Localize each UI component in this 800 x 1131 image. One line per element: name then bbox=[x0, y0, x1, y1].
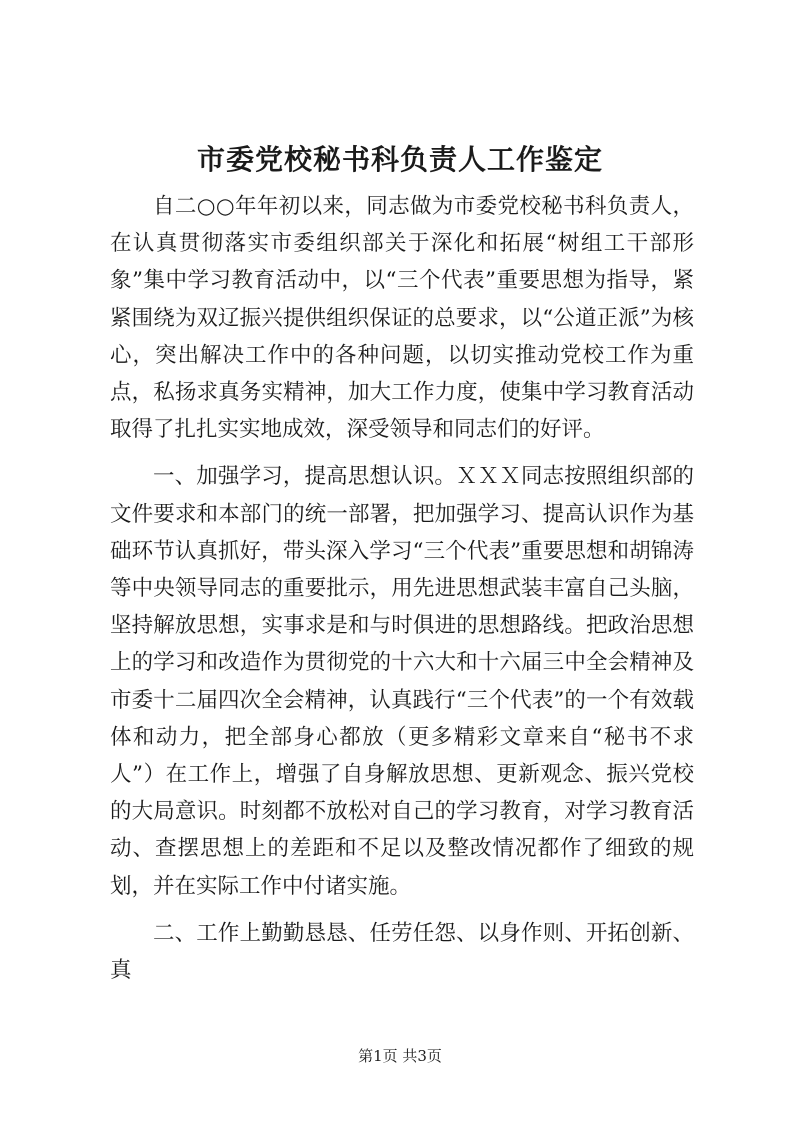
paragraph-section-1: 一、加强学习，提高思想认识。ＸＸＸ同志按照组织部的文件要求和本部门的统一部署，把加强学习、提高认识作为基础环节认真抓好，带头深入学习“三个代表”重要思想和胡锦涛等中央领导同志的重要批示，用先进思想武装丰富自己头脑，坚持解放思想，实事求是和与时俱进的思想路线。把政治思想上的学习和改造作为贯彻党的十六大和十六届三中全会精神及市委十二届四次全会精神，认真践行“三个代表”的一个有效载体和动力，把全部身心都放（更多精彩文章来自“秘书不求人”）在工作上，增强了自身解放思想、更新观念、振兴党校的大局意识。时刻都不放松对自己的学习教育，对学习教育活动、查摆思想上的差距和不足以及整改情况都作了细致的规划，并在实际工作中付诸实施。 bbox=[110, 464, 694, 899]
page-footer: 第1页 共3页 bbox=[358, 1047, 442, 1065]
document-title: 市委党校秘书科负责人工作鉴定 bbox=[196, 143, 603, 176]
paragraph-section-2: 二、工作上勤勤恳恳、任劳任怨、以身作则、开拓创新、真 bbox=[110, 920, 694, 984]
paragraph-intro: 自二○○年年初以来，同志做为市委党校秘书科负责人，在认真贯彻落实市委组织部关于深化和拓展“树组工干部形象”集中学习教育活动中，以“三个代表”重要思想为指导，紧紧围绕为双辽振兴提供组织保证的总要求，以“公道正派”为核心，突出解决工作中的各种问题，以切实推动党校工作为重点，私扬求真务实精神，加大工作力度，使集中学习教育活动取得了扎扎实实地成效，深受领导和同志们的好评。 bbox=[110, 194, 694, 443]
document-body bbox=[110, 188, 694, 999]
